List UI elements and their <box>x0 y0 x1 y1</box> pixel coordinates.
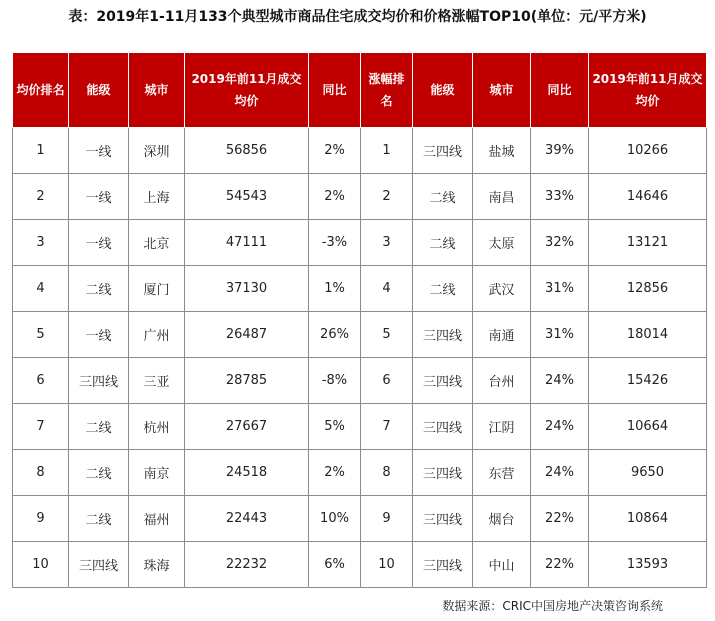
cell-price-rank: 9 <box>13 496 69 542</box>
cell-city: 江阴 <box>473 404 531 450</box>
cell-city: 上海 <box>129 174 185 220</box>
cell-yoy: 24% <box>531 358 589 404</box>
cell-tier: 二线 <box>69 496 129 542</box>
ranking-table <box>12 52 707 588</box>
cell-yoy: -3% <box>309 220 361 266</box>
cell-yoy: 39% <box>531 128 589 174</box>
header-avg-price: 2019年前11月成交均价 <box>589 53 707 128</box>
cell-avg-price: 13593 <box>589 542 707 588</box>
cell-tier: 二线 <box>413 220 473 266</box>
cell-city: 中山 <box>473 542 531 588</box>
table-row <box>13 450 707 496</box>
cell-yoy: 6% <box>309 542 361 588</box>
cell-growth-rank: 3 <box>361 220 413 266</box>
cell-city: 珠海 <box>129 542 185 588</box>
cell-avg-price: 22443 <box>185 496 309 542</box>
cell-city: 武汉 <box>473 266 531 312</box>
cell-avg-price: 10266 <box>589 128 707 174</box>
table-row <box>13 312 707 358</box>
cell-tier: 三四线 <box>413 404 473 450</box>
header-yoy: 同比 <box>531 53 589 128</box>
cell-city: 厦门 <box>129 266 185 312</box>
cell-yoy: 2% <box>309 174 361 220</box>
table-title: 表：2019年1-11月133个典型城市商品住宅成交均价和价格涨幅TOP10(单位：元/平方米) <box>68 9 647 25</box>
cell-yoy: 10% <box>309 496 361 542</box>
cell-tier: 三四线 <box>413 358 473 404</box>
cell-city: 杭州 <box>129 404 185 450</box>
cell-tier: 三四线 <box>413 450 473 496</box>
cell-yoy: 26% <box>309 312 361 358</box>
cell-growth-rank: 9 <box>361 496 413 542</box>
cell-tier: 二线 <box>69 450 129 496</box>
table-row <box>13 174 707 220</box>
cell-growth-rank: 8 <box>361 450 413 496</box>
header-growth-rank: 涨幅排名 <box>361 53 413 128</box>
cell-tier: 一线 <box>69 174 129 220</box>
cell-avg-price: 14646 <box>589 174 707 220</box>
cell-yoy: 22% <box>531 542 589 588</box>
cell-growth-rank: 7 <box>361 404 413 450</box>
cell-tier: 三四线 <box>413 542 473 588</box>
cell-avg-price: 56856 <box>185 128 309 174</box>
cell-price-rank: 2 <box>13 174 69 220</box>
cell-price-rank: 6 <box>13 358 69 404</box>
header-city: 城市 <box>473 53 531 128</box>
table-row <box>13 128 707 174</box>
cell-price-rank: 7 <box>13 404 69 450</box>
cell-avg-price: 26487 <box>185 312 309 358</box>
cell-city: 三亚 <box>129 358 185 404</box>
cell-city: 南昌 <box>473 174 531 220</box>
header-price-rank: 均价排名 <box>13 53 69 128</box>
cell-tier: 二线 <box>69 404 129 450</box>
cell-growth-rank: 5 <box>361 312 413 358</box>
cell-tier: 三四线 <box>69 358 129 404</box>
header-yoy: 同比 <box>309 53 361 128</box>
cell-avg-price: 18014 <box>589 312 707 358</box>
cell-yoy: 24% <box>531 450 589 496</box>
cell-city: 广州 <box>129 312 185 358</box>
cell-avg-price: 47111 <box>185 220 309 266</box>
cell-tier: 二线 <box>413 174 473 220</box>
cell-price-rank: 8 <box>13 450 69 496</box>
data-source-note: 数据来源：CRIC中国房地产决策咨询系统 <box>442 599 663 613</box>
cell-tier: 三四线 <box>69 542 129 588</box>
cell-tier: 一线 <box>69 312 129 358</box>
cell-price-rank: 5 <box>13 312 69 358</box>
cell-tier: 二线 <box>413 266 473 312</box>
cell-avg-price: 28785 <box>185 358 309 404</box>
cell-tier: 三四线 <box>413 496 473 542</box>
cell-avg-price: 24518 <box>185 450 309 496</box>
cell-tier: 二线 <box>69 266 129 312</box>
cell-yoy: 24% <box>531 404 589 450</box>
cell-growth-rank: 6 <box>361 358 413 404</box>
cell-avg-price: 37130 <box>185 266 309 312</box>
cell-avg-price: 12856 <box>589 266 707 312</box>
cell-city: 南通 <box>473 312 531 358</box>
cell-city: 烟台 <box>473 496 531 542</box>
cell-yoy: 5% <box>309 404 361 450</box>
cell-city: 盐城 <box>473 128 531 174</box>
cell-avg-price: 10664 <box>589 404 707 450</box>
cell-avg-price: 15426 <box>589 358 707 404</box>
cell-yoy: 32% <box>531 220 589 266</box>
cell-yoy: 1% <box>309 266 361 312</box>
table-row <box>13 266 707 312</box>
cell-city: 太原 <box>473 220 531 266</box>
cell-city: 深圳 <box>129 128 185 174</box>
cell-growth-rank: 2 <box>361 174 413 220</box>
table-row <box>13 358 707 404</box>
cell-city: 台州 <box>473 358 531 404</box>
cell-yoy: 31% <box>531 312 589 358</box>
cell-growth-rank: 10 <box>361 542 413 588</box>
cell-price-rank: 10 <box>13 542 69 588</box>
cell-growth-rank: 4 <box>361 266 413 312</box>
cell-city: 北京 <box>129 220 185 266</box>
cell-avg-price: 13121 <box>589 220 707 266</box>
table-row <box>13 496 707 542</box>
cell-growth-rank: 1 <box>361 128 413 174</box>
table-row <box>13 404 707 450</box>
table-row <box>13 542 707 588</box>
header-row <box>13 53 707 128</box>
table-row <box>13 220 707 266</box>
cell-yoy: -8% <box>309 358 361 404</box>
cell-price-rank: 1 <box>13 128 69 174</box>
header-tier: 能级 <box>69 53 129 128</box>
cell-avg-price: 27667 <box>185 404 309 450</box>
cell-tier: 三四线 <box>413 128 473 174</box>
header-avg-price: 2019年前11月成交均价 <box>185 53 309 128</box>
header-city: 城市 <box>129 53 185 128</box>
cell-yoy: 22% <box>531 496 589 542</box>
table-body <box>13 128 707 588</box>
cell-tier: 一线 <box>69 128 129 174</box>
cell-avg-price: 22232 <box>185 542 309 588</box>
cell-tier: 三四线 <box>413 312 473 358</box>
cell-price-rank: 3 <box>13 220 69 266</box>
cell-avg-price: 9650 <box>589 450 707 496</box>
cell-price-rank: 4 <box>13 266 69 312</box>
header-tier: 能级 <box>413 53 473 128</box>
cell-city: 东营 <box>473 450 531 496</box>
cell-yoy: 31% <box>531 266 589 312</box>
cell-city: 福州 <box>129 496 185 542</box>
cell-city: 南京 <box>129 450 185 496</box>
cell-yoy: 2% <box>309 450 361 496</box>
cell-yoy: 2% <box>309 128 361 174</box>
cell-yoy: 33% <box>531 174 589 220</box>
cell-avg-price: 54543 <box>185 174 309 220</box>
cell-tier: 一线 <box>69 220 129 266</box>
cell-avg-price: 10864 <box>589 496 707 542</box>
